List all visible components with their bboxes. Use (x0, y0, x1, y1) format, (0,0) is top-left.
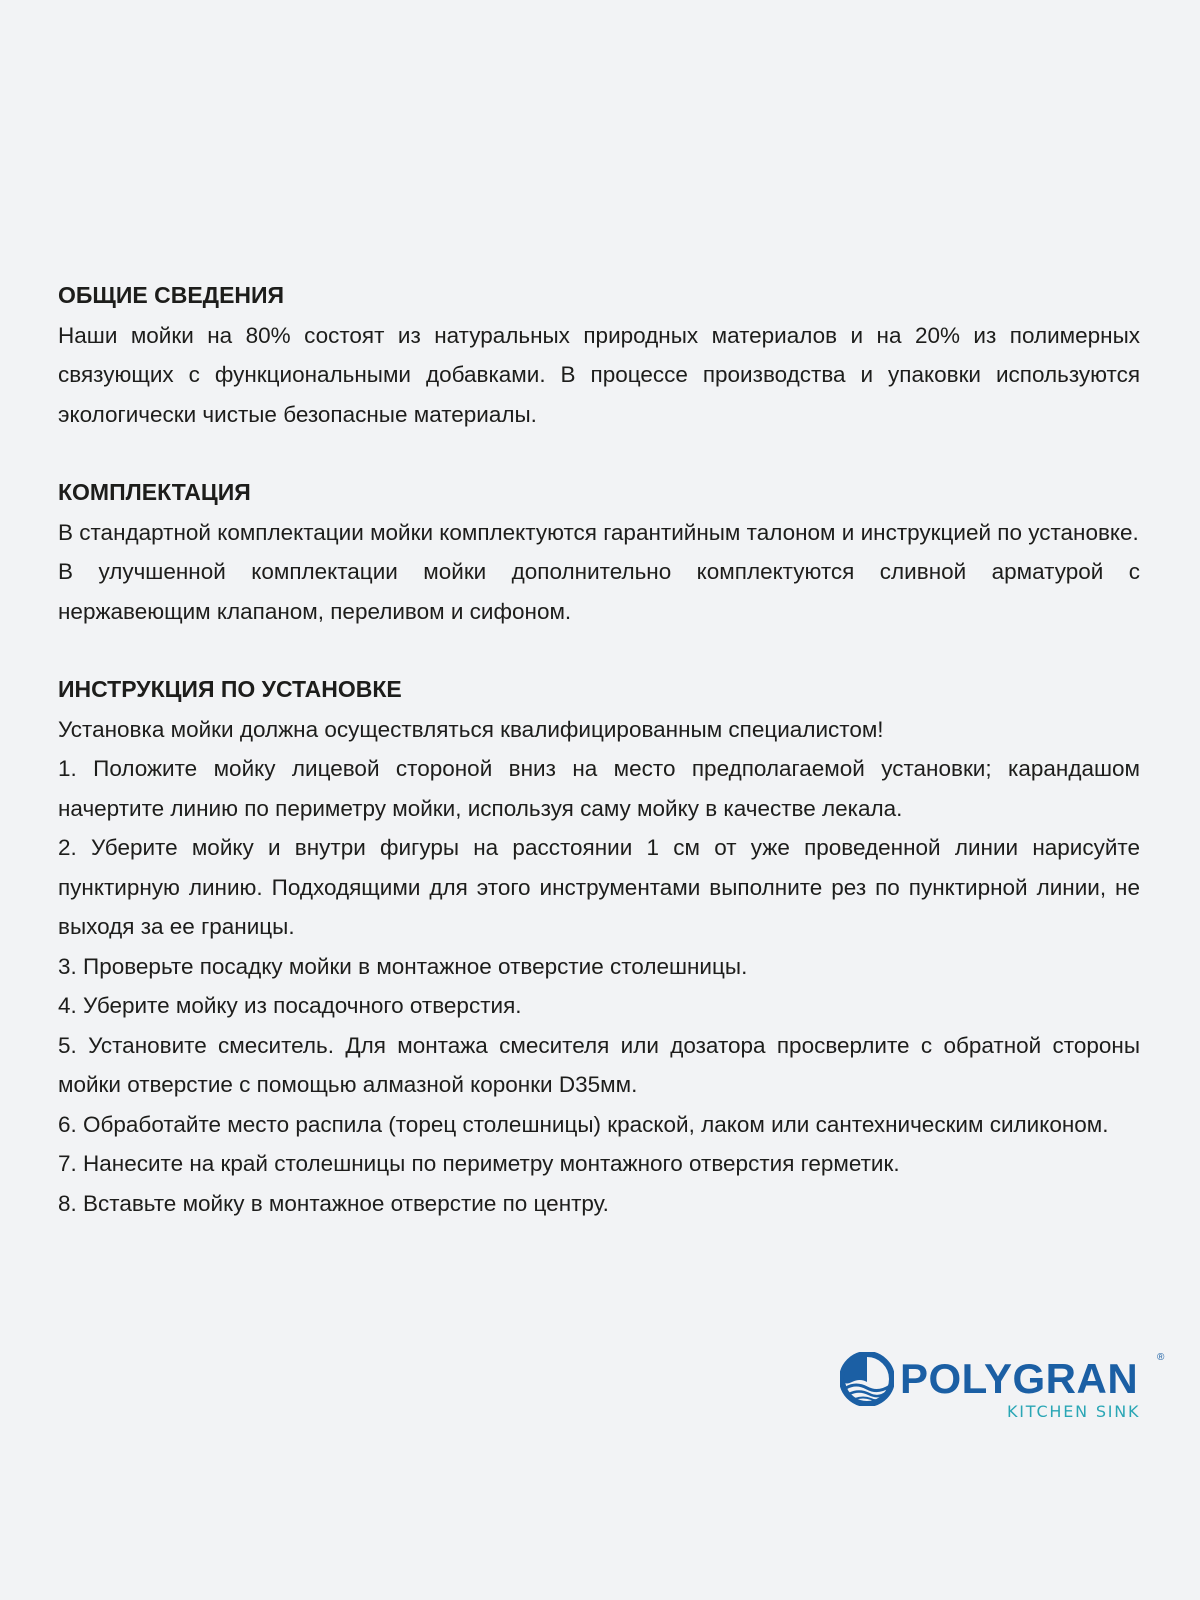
brand-name: POLYGRAN (900, 1355, 1139, 1402)
installation-step: 2. Уберите мойку и внутри фигуры на расстоянии 1 см от уже проведенной линии нарисуйте пунктирную линию. Подходящими для этого инструментами выполните рез по пунктирной линии, не выходя за ее границы. (58, 835, 1140, 939)
section-heading: ОБЩИЕ СВЕДЕНИЯ (58, 282, 285, 308)
installation-step: 6. Обработайте место распила (торец столешницы) краской, лаком или сантехническим силиконом. (58, 1111, 1109, 1137)
installation-step: 3. Проверьте посадку мойки в монтажное отверстие столешницы. (58, 953, 748, 979)
section-installation (58, 670, 1140, 1223)
polygran-logo (840, 1352, 1165, 1422)
section-heading: ИНСТРУКЦИЯ ПО УСТАНОВКЕ (58, 676, 402, 702)
installation-step: 8. Вставьте мойку в монтажное отверстие по центру. (58, 1190, 609, 1216)
registered-mark: ® (1157, 1352, 1165, 1363)
paragraph: В улучшенной комплектации мойки дополнительно комплектуются сливной арматурой с нержавеющим клапаном, переливом и сифоном. (58, 559, 1140, 624)
paragraph: Наши мойки на 80% состоят из натуральных природных материалов и на 20% из полимерных связующих с функциональными добавками. В процессе производства и упаковки используются экологически чистые безопасные материалы. (58, 322, 1140, 427)
installation-step: 4. Уберите мойку из посадочного отверстия. (58, 993, 522, 1018)
section-package-contents (58, 473, 1140, 631)
document-body (58, 276, 1140, 1223)
installation-warning: Установка мойки должна осуществляться квалифицированным специалистом! (58, 716, 884, 742)
installation-step: 7. Нанесите на край столешницы по периметру монтажного отверстия герметик. (58, 1151, 900, 1176)
brand-tagline: KITCHEN SINK (1007, 1402, 1141, 1421)
section-heading: КОМПЛЕКТАЦИЯ (58, 479, 251, 505)
section-general-info (58, 276, 1140, 434)
wave-drop-icon (840, 1352, 894, 1406)
installation-step: 1. Положите мойку лицевой стороной вниз на место предполагаемой установки; карандашом начертите линию по периметру мойки, используя саму мойку в качестве лекала. (58, 756, 1140, 821)
installation-step: 5. Установите смеситель. Для монтажа смесителя или дозатора просверлите с обратной стороны мойки отверстие с помощью алмазной коронки D35мм. (58, 1032, 1140, 1097)
paragraph: В стандартной комплектации мойки комплектуются гарантийным талоном и инструкцией по установке. (58, 519, 1139, 545)
